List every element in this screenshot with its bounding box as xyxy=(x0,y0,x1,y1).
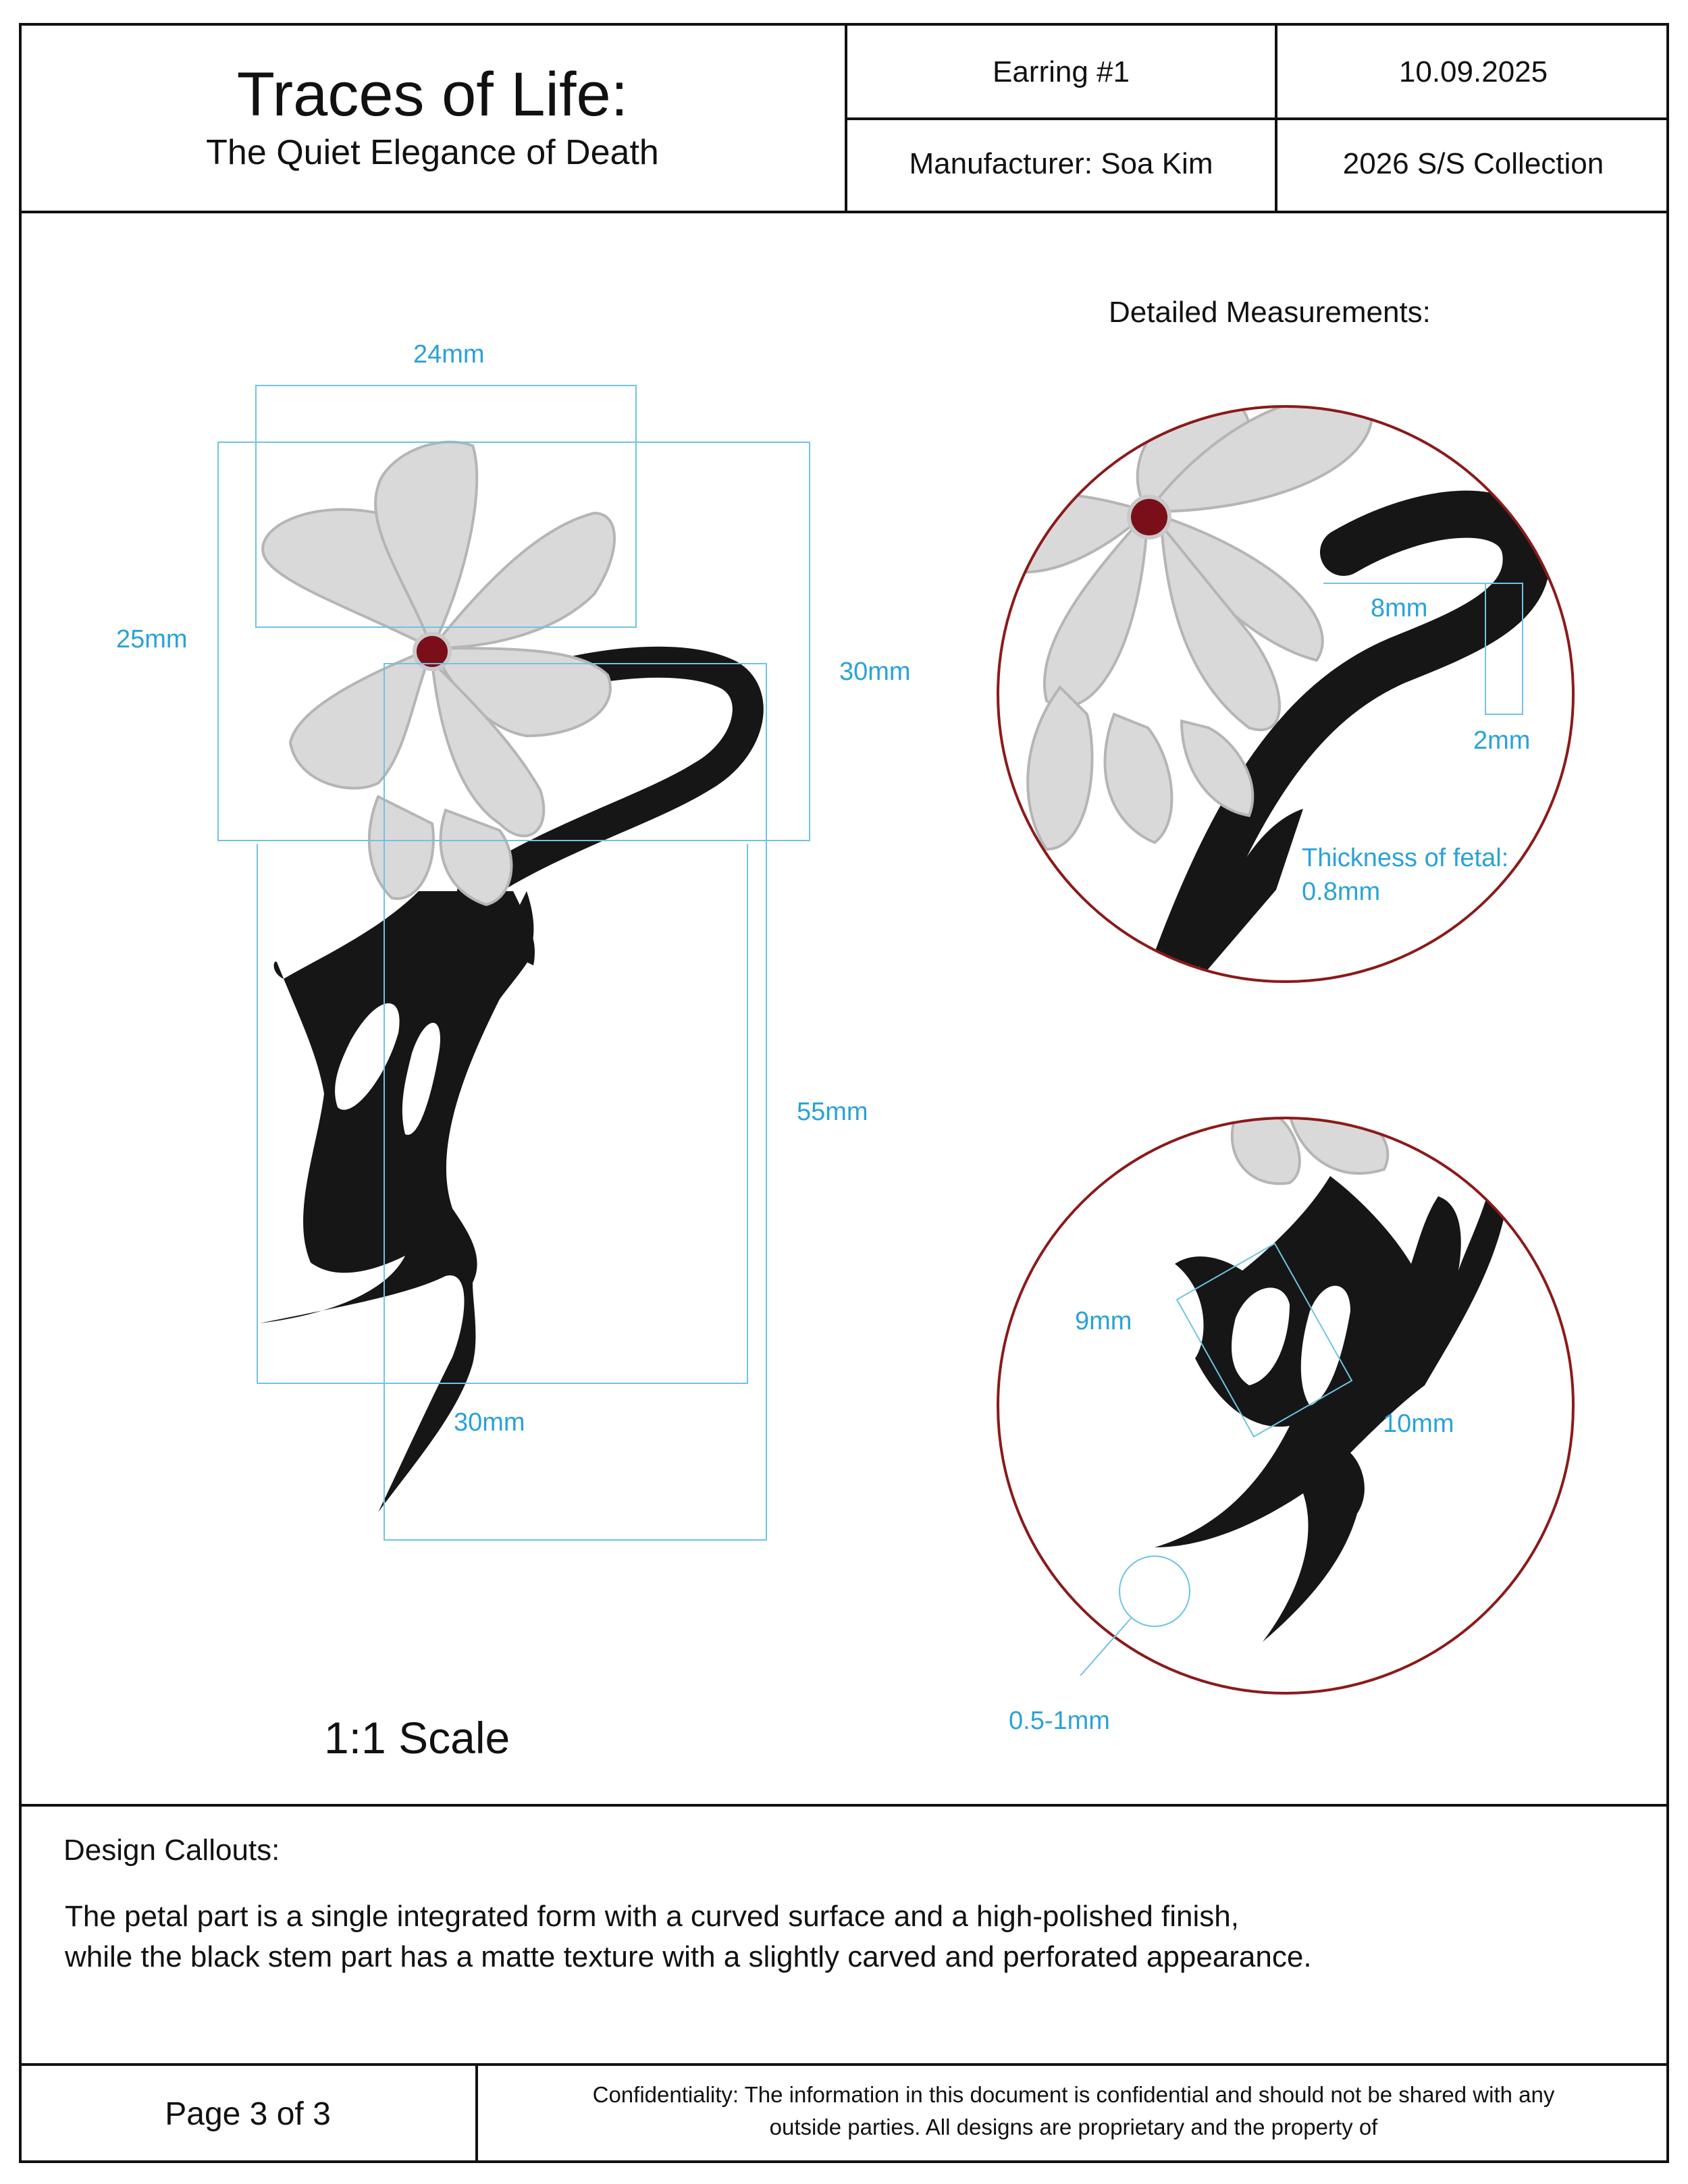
dim-label-10mm: 10mm xyxy=(1383,1410,1454,1438)
callouts-line-1: The petal part is a single integrated form with a curved surface and a high-polished finish, xyxy=(65,1900,1239,1933)
dim-label-0.5-1mm: 0.5-1mm xyxy=(1009,1707,1110,1735)
dim-label-9mm: 9mm xyxy=(1075,1307,1132,1335)
dim-label-30mm-bottom: 30mm xyxy=(454,1408,525,1437)
dim-label-25mm: 25mm xyxy=(116,625,188,654)
callouts-line-2: while the black stem part has a matte texture with a slightly carved and perforated appearance. xyxy=(65,1940,1312,1973)
document-subtitle: The Quiet Elegance of Death xyxy=(206,133,659,172)
confidentiality-line-2: outside parties. All designs are proprietary and the property of xyxy=(769,2114,1378,2139)
thickness-label-2: 0.8mm xyxy=(1302,878,1381,906)
dim-label-24mm: 24mm xyxy=(413,340,485,369)
details-heading: Detailed Measurements: xyxy=(1109,296,1431,329)
header-mid-rule xyxy=(845,117,1669,120)
scale-label: 1:1 Scale xyxy=(324,1713,510,1763)
thickness-label-1: Thickness of fetal: xyxy=(1302,844,1509,872)
document-title: Traces of Life: xyxy=(236,60,629,129)
document-date: 10.09.2025 xyxy=(1398,55,1548,88)
callouts-heading: Design Callouts: xyxy=(63,1834,280,1867)
dim-label-55mm: 55mm xyxy=(797,1098,868,1126)
detail-circle-1 xyxy=(993,404,1579,984)
dim-label-8mm: 8mm xyxy=(1371,594,1428,622)
item-number: Earring #1 xyxy=(992,55,1130,88)
footer-top-rule xyxy=(19,2063,1669,2066)
manufacturer: Manufacturer: Soa Kim xyxy=(909,147,1213,180)
dim-label-2mm: 2mm xyxy=(1473,726,1531,755)
dim-box-30mm-bottom xyxy=(257,844,748,1384)
confidentiality-line-1: Confidentiality: The information in this document is confidential and should not be shared with any xyxy=(592,2082,1555,2107)
page-number: Page 3 of 3 xyxy=(165,2096,331,2132)
footer-divider xyxy=(475,2063,478,2163)
callouts-top-rule xyxy=(19,1804,1669,1807)
dim-label-30mm-right: 30mm xyxy=(839,658,911,686)
collection: 2026 S/S Collection xyxy=(1342,147,1604,180)
detail-circle-2 xyxy=(993,1115,1579,1696)
